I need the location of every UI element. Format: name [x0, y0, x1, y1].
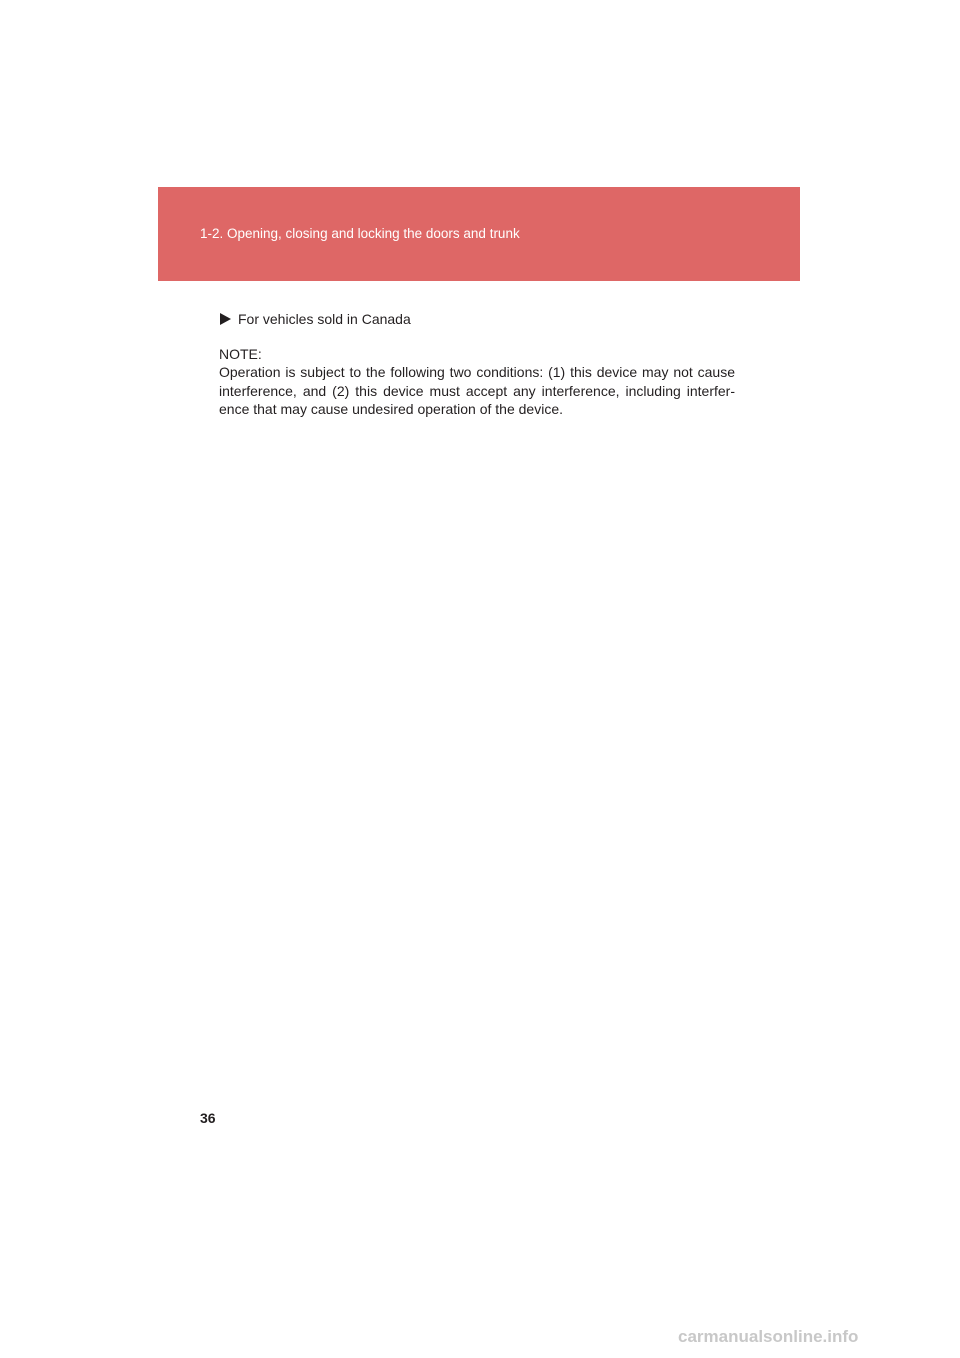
page-number: 36	[200, 1110, 216, 1126]
note-body: Operation is subject to the following two conditions: (1) this device may not cause interference, and (2) this device must accept any interference, including interfer-ence that may cause undesired operation of the device.	[219, 364, 735, 417]
bullet-text: For vehicles sold in Canada	[238, 311, 411, 327]
page-content	[219, 309, 735, 419]
note-label: NOTE:	[219, 346, 262, 362]
section-header-band	[158, 187, 800, 281]
bullet-heading	[220, 309, 735, 329]
section-title: 1-2. Opening, closing and locking the doors and trunk	[200, 226, 520, 241]
triangle-right-icon	[220, 313, 231, 325]
watermark: carmanualsonline.info	[678, 1327, 859, 1346]
